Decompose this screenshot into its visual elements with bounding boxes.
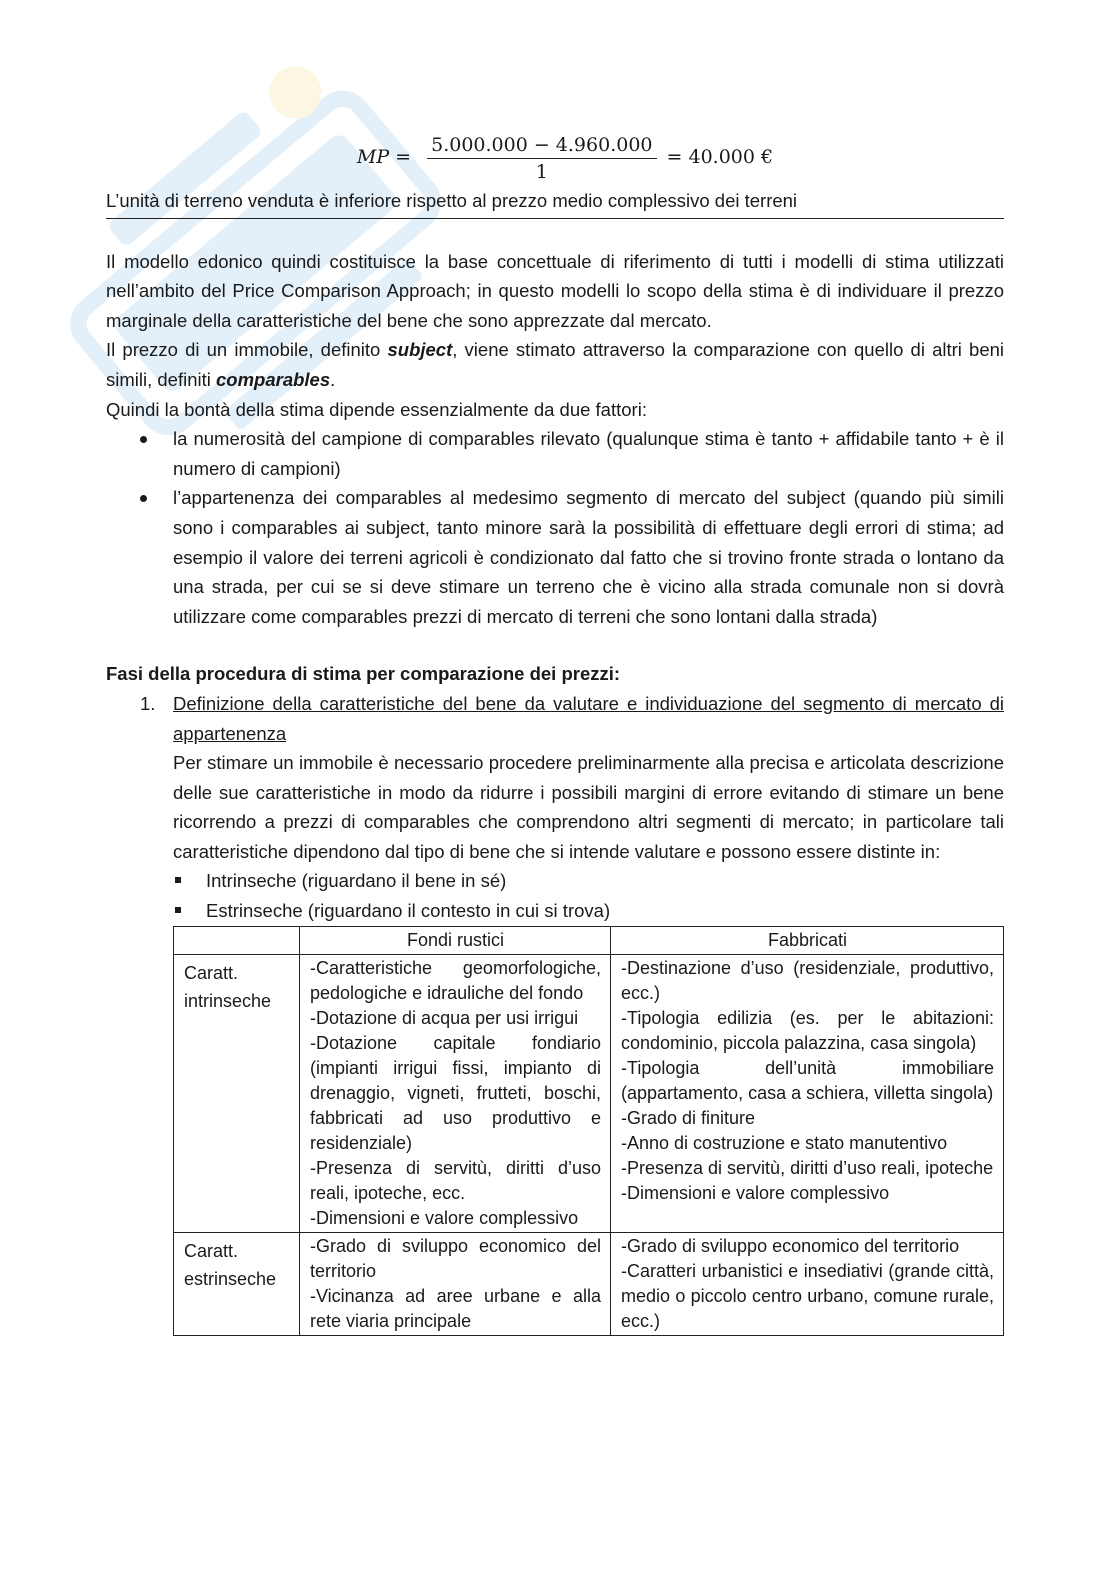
- formula-fraction: [427, 133, 656, 184]
- type-text: Estrinseche (riguardano il contesto in cui si trova): [206, 900, 611, 922]
- step-body: Per stimare un immobile è necessario procedere preliminarmente alla precisa e articolata descrizione delle sue caratteristiche in modo da ridurre i possibili margini di errore evitando di stimare un bene ricorrendo a prezzi di comparables che comprendono altri segmenti di mercato; in particolare tali caratteristiche dipendono dal tipo di bene che si intende valutare e possono essere distinte in:: [173, 752, 1004, 862]
- subject-end: .: [330, 368, 336, 390]
- subject-intro: Il prezzo di un immobile, definito: [106, 339, 388, 361]
- cell-fondi: [300, 954, 611, 1232]
- square-bullet-icon: [175, 877, 181, 883]
- cell-line: -Grado di sviluppo economico del territorio: [310, 1235, 601, 1281]
- paragraph-factors: Quindi la bontà della stima dipende essenzialmente da due fattori:: [106, 398, 647, 420]
- cell-line: -Grado di finiture: [621, 1107, 756, 1128]
- characteristics-table: [173, 926, 1004, 1336]
- cell-line: -Dotazione capitale fondiario (impianti irrigui fissi, impianto di drenaggio, vigneti, frutteti, boschi, fabbricati ad uso produttivo e residenziale): [310, 1032, 601, 1153]
- cell-fabbricati: [611, 1232, 1004, 1335]
- step-number: 1.: [140, 692, 156, 714]
- cell-line: -Destinazione d’uso (residenziale, produttivo, ecc.): [621, 957, 994, 1003]
- cell-fabbricati: [611, 954, 1004, 1232]
- factor-text: la numerosità del campione di comparables rilevato (qualunque stima è tanto + affidabile tanto + è il numero di campioni): [173, 428, 1004, 479]
- bullet-icon: [140, 495, 147, 502]
- formula-note: L’unità di terreno venduta è inferiore rispetto al prezzo medio complessivo dei terreni: [106, 186, 1004, 219]
- cell-line: -Vicinanza ad aree urbane e alla rete viaria principale: [310, 1285, 601, 1331]
- bullet-icon: [140, 436, 147, 443]
- list-item: [173, 896, 1004, 926]
- paragraph-hedonic-model: Il modello edonico quindi costituisce la base concettuale di riferimento di tutti i modelli di stima utilizzati nell’ambito del Price Comparison Approach; in questo modelli lo scopo della stima è di individuare il prezzo marginale della caratteristiche del bene che sono apprezzate dal mercato.: [106, 250, 1004, 331]
- subject-term: subject: [387, 339, 453, 361]
- factors-list: [106, 424, 1004, 631]
- cell-line: -Tipologia dell’unità immobiliare (appartamento, casa a schiera, villetta singola): [621, 1057, 994, 1103]
- subject-mid: , viene stimato attraverso la comparazione con quello di altri beni simili, definiti: [106, 339, 1005, 390]
- table-row: [174, 954, 1004, 1232]
- list-item: [106, 483, 1004, 631]
- cell-line: -Caratteristiche geomorfologiche, pedologiche e idrauliche del fondo: [310, 957, 601, 1003]
- list-item: [106, 424, 1004, 483]
- cell-line: -Dimensioni e valore complessivo: [621, 1182, 890, 1203]
- cell-line: -Dimensioni e valore complessivo: [310, 1207, 579, 1228]
- cell-line: -Presenza di servitù, diritti d’uso reali, ipoteche, ecc.: [310, 1157, 601, 1203]
- type-text: Intrinseche (riguardano il bene in sé): [206, 870, 507, 892]
- cell-line: -Tipologia edilizia (es. per le abitazioni: condominio, piccola palazzina, casa singola): [621, 1007, 994, 1053]
- table-header-row: [174, 926, 1004, 954]
- cell-fondi: [300, 1232, 611, 1335]
- formula-result: = 40.000 €: [666, 146, 774, 169]
- characteristics-types-list: [106, 866, 1004, 925]
- list-item: [173, 866, 1004, 896]
- step-title: Definizione della caratteristiche del bene da valutare e individuazione del segmento di mercato di appartenenza: [173, 692, 1004, 744]
- table-header-empty: [174, 926, 300, 954]
- step-1: [106, 689, 1004, 867]
- row-label: Caratt. estrinseche: [174, 1232, 300, 1335]
- factor-text: l’appartenenza dei comparables al medesimo segmento di mercato del subject (quando più simili sono i comparables ai subject, tanto minore sarà la possibilità di effettuare degli errori di stima; ad esempio il valore dei terreni agricoli è condizionato dal fatto che si trovino fronte strada o lontano da una strada, per cui se si deve stimare un terreno che è vicino alla strada comunale non si dovrà utilizzare come comparables prezzi di mercato di terreni che sono lontani dalla strada): [173, 487, 1004, 627]
- section-heading: Fasi della procedura di stima per comparazione dei prezzi:: [106, 663, 621, 685]
- row-label: Caratt. intrinseche: [174, 954, 300, 1232]
- formula-numerator: 5.000.000 − 4.960.000: [427, 133, 656, 159]
- page-content: [106, 128, 1004, 1336]
- comparables-term: comparables: [216, 368, 331, 390]
- table-header-fabbricati: Fabbricati: [611, 926, 1004, 954]
- cell-line: -Anno di costruzione e stato manutentivo: [621, 1132, 948, 1153]
- cell-line: -Presenza di servitù, diritti d’uso reali, ipoteche: [621, 1157, 994, 1178]
- cell-line: -Dotazione di acqua per usi irrigui: [310, 1007, 579, 1028]
- cell-line: -Caratteri urbanistici e insediativi (grande città, medio o piccolo centro urbano, comune rurale, ecc.): [621, 1260, 994, 1331]
- paragraph-subject: [106, 335, 1004, 394]
- square-bullet-icon: [175, 907, 181, 913]
- table-header-fondi: Fondi rustici: [300, 926, 611, 954]
- cell-line: -Grado di sviluppo economico del territorio: [621, 1235, 960, 1256]
- formula-lhs: MP =: [356, 146, 412, 169]
- formula-denominator: 1: [535, 160, 548, 183]
- table-row: [174, 1232, 1004, 1335]
- marginal-price-formula: [126, 128, 1004, 188]
